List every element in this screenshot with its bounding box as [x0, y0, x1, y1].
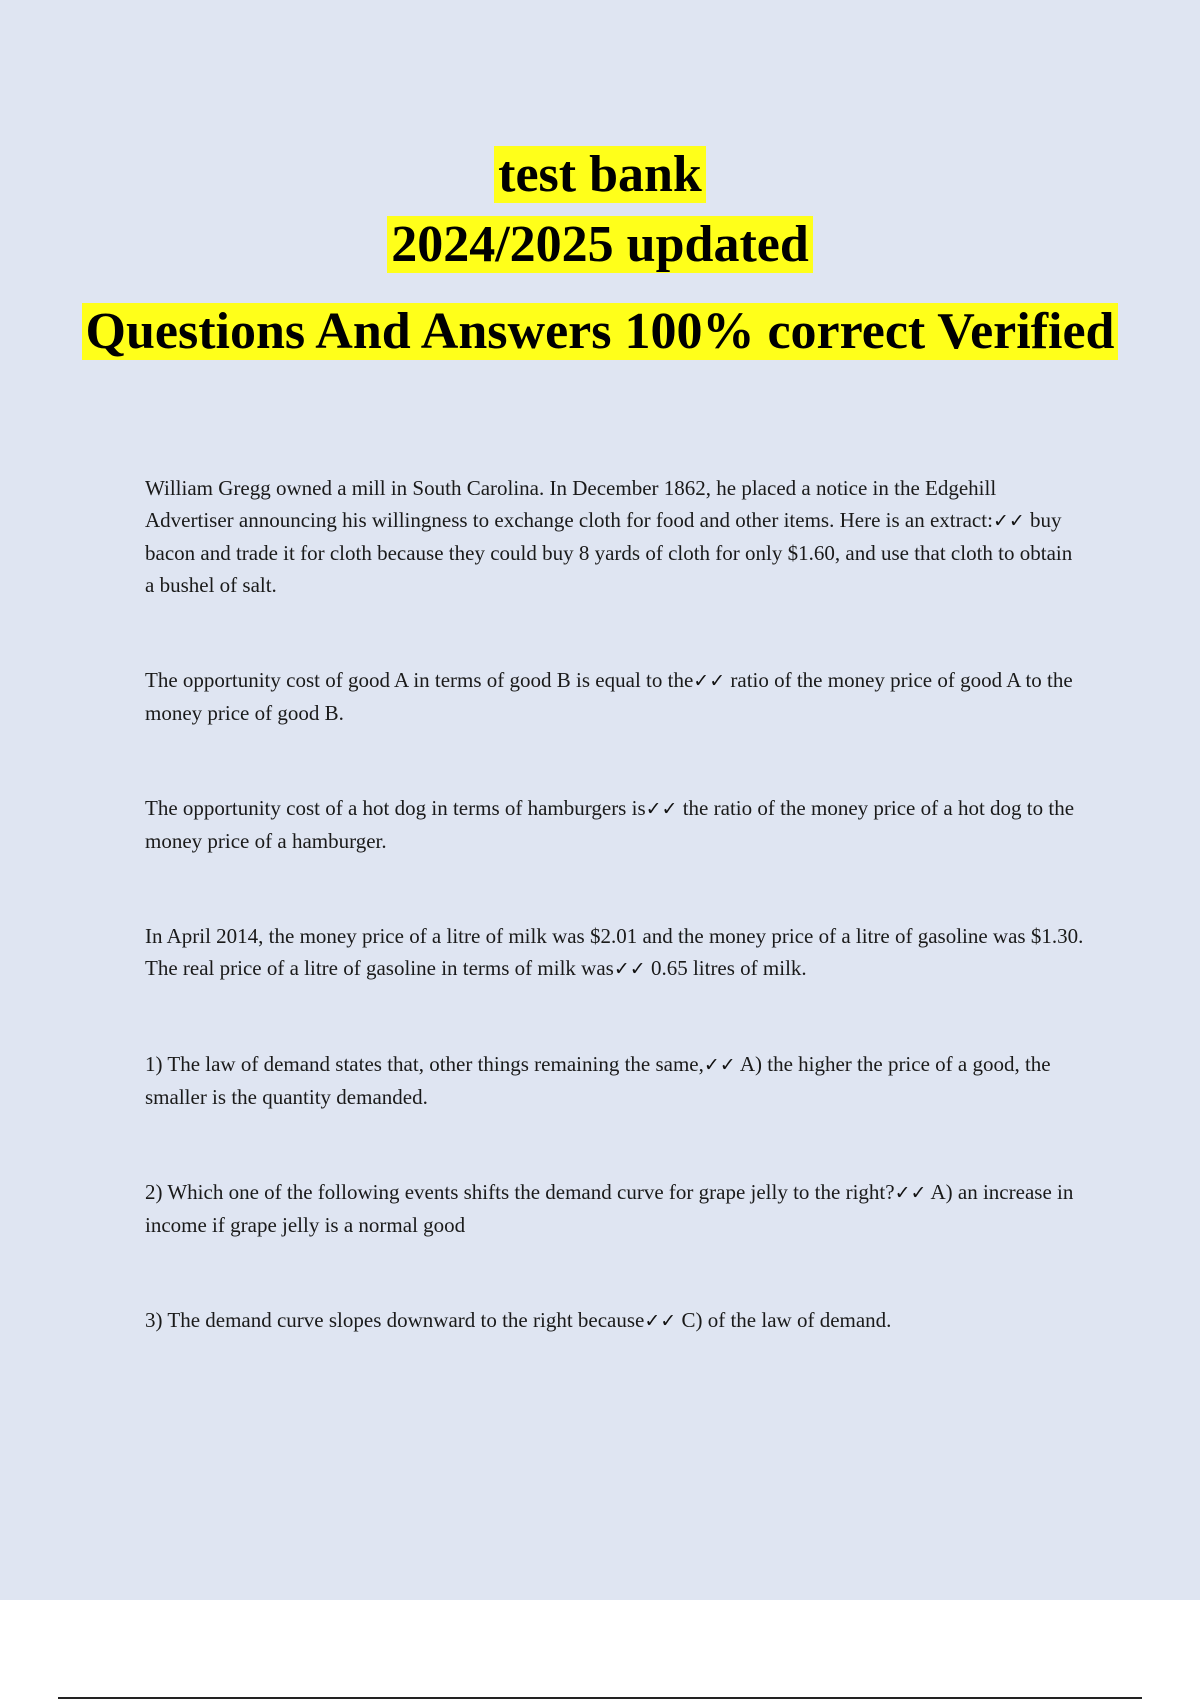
qa-item-1: [145, 472, 1085, 601]
double-check-icon: ✓✓: [693, 670, 726, 692]
double-check-icon: ✓✓: [613, 958, 646, 980]
qa-item-2: [145, 664, 1085, 729]
question-text: 2) Which one of the following events shifts the demand curve for grape jelly to the right?: [145, 1180, 895, 1204]
double-check-icon: ✓✓: [645, 798, 678, 820]
double-check-icon: ✓✓: [992, 510, 1025, 532]
qa-item-4: [145, 920, 1085, 985]
answer-text: buy bacon and trade it for cloth because they could buy 8 yards of cloth for only $1.60, and use that cloth to obtain a bushel of salt.: [145, 508, 1073, 597]
double-check-icon: ✓✓: [894, 1182, 927, 1204]
answer-text: ratio of the money price of good A to the money price of good B.: [145, 668, 1073, 725]
answer-text: the ratio of the money price of a hot dog to the money price of a hamburger.: [145, 796, 1075, 853]
qa-item-3: [145, 792, 1085, 857]
qa-item-7: [145, 1304, 1085, 1337]
question-text: 1) The law of demand states that, other things remaining the same,: [145, 1052, 704, 1076]
double-check-icon: ✓✓: [644, 1310, 677, 1332]
qa-item-5: [145, 1048, 1085, 1113]
answer-text: A) the higher the price of a good, the smaller is the quantity demanded.: [145, 1052, 1051, 1109]
question-text: In April 2014, the money price of a litre of milk was $2.01 and the money price of a litre of gasoline was $1.30. The real price of a litre of gasoline in terms of milk was: [145, 924, 1084, 980]
double-check-icon: ✓✓: [703, 1054, 736, 1076]
title-line-1: test bank: [0, 142, 1200, 212]
document-title: [0, 142, 1200, 366]
answer-text: A) an increase in income if grape jelly is a normal good: [145, 1180, 1074, 1237]
qa-list: [145, 472, 1085, 1400]
question-text: The opportunity cost of good A in terms of good B is equal to the: [145, 668, 694, 692]
question-text: The opportunity cost of a hot dog in terms of hamburgers is: [145, 796, 646, 820]
title-line-2: 2024/2025 updated: [0, 212, 1200, 298]
question-text: William Gregg owned a mill in South Carolina. In December 1862, he placed a notice in the Edgehill Advertiser announcing his willingness to exchange cloth for food and other items. Here is an extract:: [145, 476, 997, 532]
question-text: 3) The demand curve slopes downward to the right because: [145, 1308, 645, 1332]
answer-text: C) of the law of demand.: [676, 1308, 892, 1332]
title-line-3: Questions And Answers 100% correct Verified: [0, 298, 1200, 366]
footer-divider: [58, 1697, 1142, 1699]
answer-text: 0.65 litres of milk.: [645, 956, 807, 980]
qa-item-6: [145, 1176, 1085, 1241]
